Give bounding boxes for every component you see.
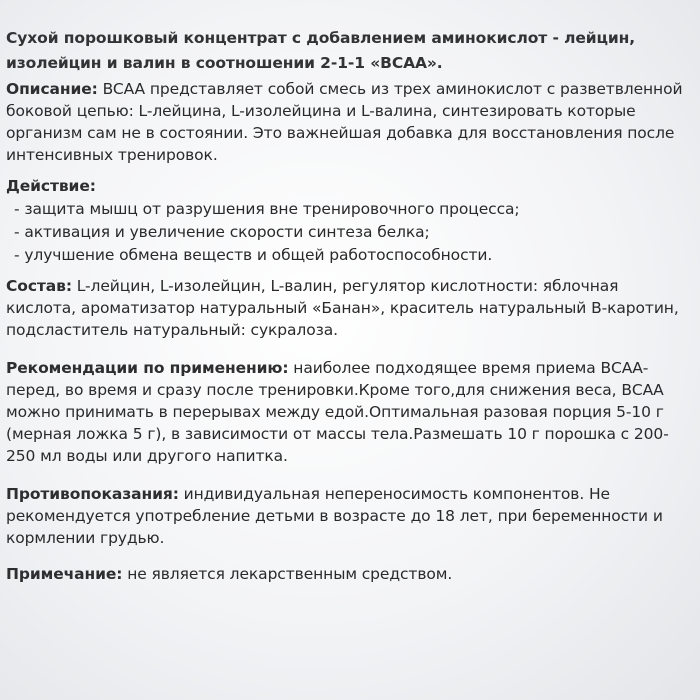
- action-label: Действие:: [6, 177, 96, 195]
- contraindications-text: индивидуальная непереносимость компонентов. Не рекомендуется употребление детьми в возрасте до 18 лет, при беременности и кормлении грудью.: [6, 485, 663, 547]
- description-label: Описание:: [6, 80, 98, 98]
- action-item: - защита мышц от разрушения вне тренировочного процесса;: [14, 198, 688, 221]
- note-label: Примечание:: [6, 565, 123, 583]
- composition-paragraph: [6, 275, 688, 341]
- description-paragraph: [6, 78, 688, 166]
- contraindications-paragraph: [6, 483, 688, 549]
- note-paragraph: [6, 563, 688, 585]
- recommendations-paragraph: [6, 357, 688, 467]
- description-text: BCAA представляет собой смесь из трех аминокислот с разветвленной боковой цепью: L-лейцина, L-изолейцина и L-валина, синтезировать которые организм сам не в состоянии. Это важнейшая добавка для восстановления после интенсивных тренировок.: [6, 80, 683, 164]
- product-headline: Сухой порошковый концентрат с добавлением аминокислот - лейцин, изолейцин и валин в соотношении 2-1-1 «BCAA».: [6, 29, 636, 72]
- note-text: не является лекарственным средством.: [122, 565, 453, 583]
- action-list: [6, 198, 688, 267]
- contraindications-label: Противопоказания:: [6, 485, 179, 503]
- recommendations-label: Рекомендации по применению:: [6, 359, 289, 377]
- composition-text: L-лейцин, L-изолейцин, L-валин, регулятор кислотности: яблочная кислота, ароматизатор натуральный «Банан», краситель натуральный В-каротин, подсластитель натуральный: сукралоза.: [6, 277, 679, 339]
- action-item: - активация и увеличение скорости синтеза белка;: [14, 221, 688, 244]
- action-item: - улучшение обмена веществ и общей работоспособности.: [14, 244, 688, 267]
- recommendations-text: наиболее подходящее время приема ВСАА-перед, во время и сразу после тренировки.Кроме того,для снижения веса, ВСАА можно принимать в перерывах между едой.Оптимальная разовая порция 5-10 г (мерная ложка 5 г), в зависимости от массы тела.Размешать 10 г порошка с 200-250 мл воды или другого напитка.: [6, 359, 669, 465]
- composition-label: Состав:: [6, 277, 72, 295]
